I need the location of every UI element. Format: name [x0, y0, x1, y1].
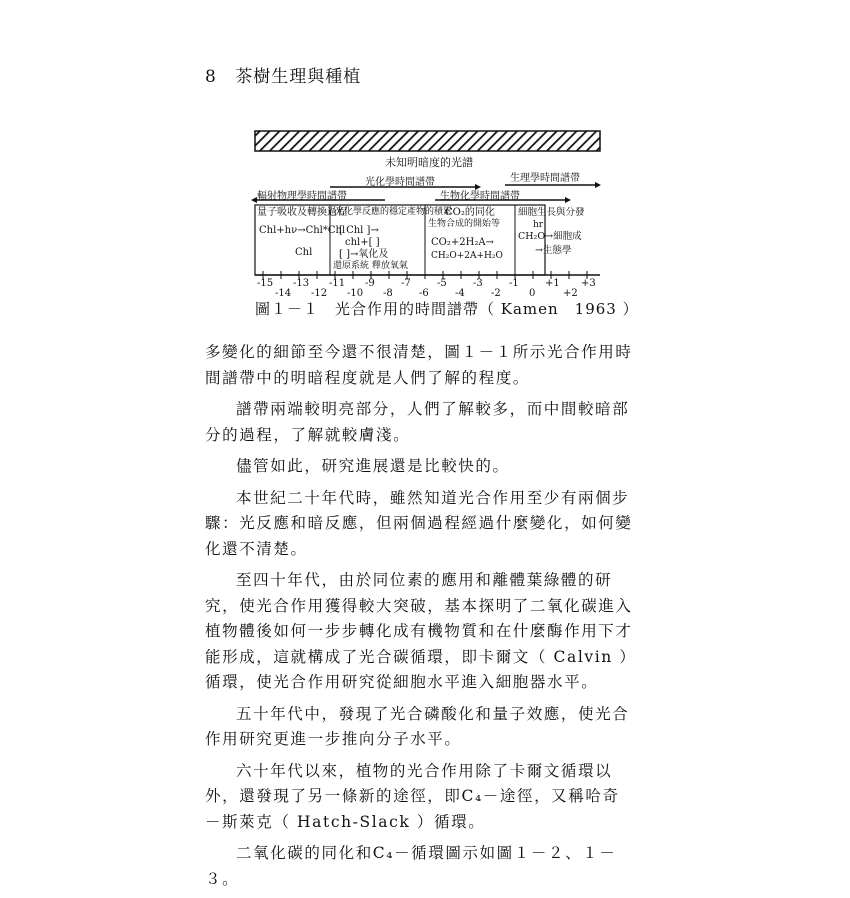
axis-tick-bottom-4: -6: [419, 288, 429, 299]
axis-tick-top-6: -3: [473, 278, 483, 289]
axis-tick-bottom-2: -10: [347, 288, 364, 299]
co2-equation-2: CH₂O+2A+H₂O: [431, 251, 503, 261]
axis-tick-top-0: -15: [257, 278, 274, 289]
axis-tick-bottom-7: 0: [529, 288, 536, 299]
book-title: 茶樹生理與種植: [235, 67, 362, 87]
hr-label: hr: [533, 220, 544, 230]
paragraph: 本世紀二十年代時，雖然知道光合作用至少有兩個步驟：光反應和暗反應，但兩個過程經過什麼變化，如何變化還不清楚。: [205, 488, 633, 558]
paragraph: 儘管如此，研究進展還是比較快的。: [236, 457, 510, 475]
figure-caption: 圖１－１ 光合作用的時間譜帶（ Kamen 1963 ）: [255, 300, 639, 318]
paragraph: 至四十年代，由於同位素的應用和離體葉綠體的研究，使光合作用獲得較大突破，基本探明了二氧化碳進入植物體後如何一步步轉化成有機物質和在什麼酶作用下才能形成，這就構成了光合碳循環，即卡爾文（ Calvin ）循環，使光合作用研究從細胞水平進入細胞器水平。: [205, 571, 633, 691]
axis-tick-top-2: -11: [329, 278, 346, 289]
axis-tick-bottom-1: -12: [311, 288, 328, 299]
axis-tick-bottom-6: -2: [491, 288, 501, 299]
time-spectrum-figure: [235, 125, 625, 300]
paragraph: 二氧化碳的同化和C₄－循環圖示如圖１－２、１－３。: [205, 844, 617, 888]
photochem-product-label: 光化學反應的穩定產物的積累: [335, 207, 453, 217]
photochem-step-1: [ Chl ]→: [339, 225, 379, 236]
paragraph: 多變化的細節至今還不很清楚，圖１－１所示光合作用時間譜帶中的明暗程度就是人們了解的程度。: [205, 343, 633, 387]
axis-tick-top-8: +1: [545, 278, 560, 289]
axis-tick-bottom-8: +2: [563, 288, 578, 299]
paragraph: 六十年代以來，植物的光合作用除了卡爾文循環以外，還發現了另一條新的途徑，即C₄－途徑，又稱哈奇－斯萊克（ Hatch-Slack ）循環。: [205, 761, 620, 831]
axis-tick-top-5: -5: [437, 278, 447, 289]
paragraph: 譜帶兩端較明亮部分，人們了解較多，而中間較暗部分的過程，了解就較膚淺。: [205, 400, 630, 444]
chl-product-label: Chl: [295, 247, 313, 258]
biochem-band-label: 生物化學時間譜帶: [440, 191, 520, 202]
co2-assimilation-label: CO₂的同化: [445, 207, 495, 218]
radiation-band-label: 輻射物理學時間譜帶: [257, 191, 347, 202]
unknown-spectrum-bar: [255, 131, 600, 151]
photochem-step-4: 還原系統 釋放氧氣: [333, 261, 408, 271]
axis-tick-bottom-0: -14: [275, 288, 292, 299]
photochem-band-label: 光化學時間譜帶: [365, 177, 435, 188]
chl-excitation-equation: Chl+hν→Chl*Chl: [259, 225, 346, 236]
body-text: [205, 340, 635, 898]
biosynthesis-start-label: 生物合成的開始等: [428, 219, 501, 229]
cell-formation-label: CH₂O→細胞成: [518, 231, 582, 242]
quantum-absorption-label: 量子吸收及轉換過程: [257, 207, 347, 218]
photochem-step-3: [ ]→氧化及: [339, 249, 389, 260]
axis-tick-top-9: +3: [581, 278, 596, 289]
photochem-step-2: chl+[ ]: [345, 237, 380, 248]
axis-tick-top-4: -7: [401, 278, 411, 289]
axis-tick-bottom-5: -4: [455, 288, 465, 299]
axis-tick-top-7: -1: [509, 278, 519, 289]
cell-growth-label: 細胞生長與分發: [518, 207, 585, 218]
page-number: 8: [205, 67, 217, 87]
axis-tick-top-3: -9: [365, 278, 375, 289]
unknown-spectrum-label: 未知明暗度的光譜: [385, 156, 473, 169]
axis-tick-top-1: -13: [293, 278, 310, 289]
page-header: [205, 62, 361, 87]
physiology-band-label: 生理學時間譜帶: [510, 173, 580, 184]
paragraph: 五十年代中，發現了光合磷酸化和量子效應，使光合作用研究更進一步推向分子水平。: [205, 704, 630, 748]
ecology-label: →生態學: [535, 245, 572, 256]
axis-tick-bottom-3: -8: [383, 288, 393, 299]
co2-equation-1: CO₂+2H₂A→: [431, 237, 494, 248]
